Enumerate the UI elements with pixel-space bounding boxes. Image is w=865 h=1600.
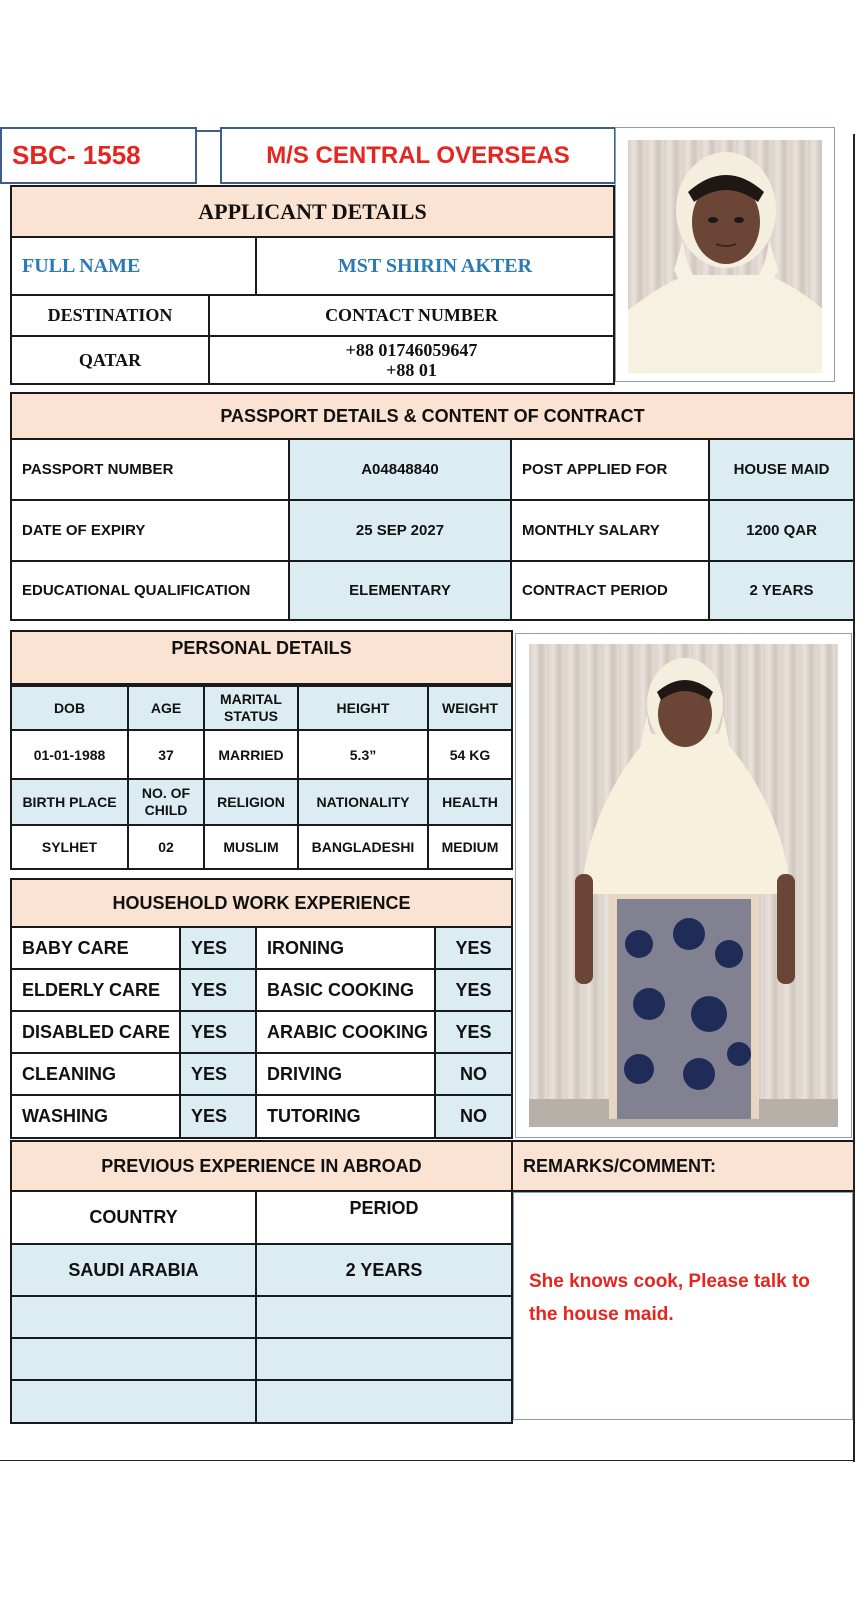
abroad-period-3	[255, 1337, 513, 1381]
full-length-figure	[529, 644, 838, 1127]
answer-tutoring: NO	[434, 1094, 513, 1139]
passport-number-value: A04848840	[288, 438, 512, 501]
contact-number-label: CONTACT NUMBER	[208, 294, 615, 337]
personal-details-title: PERSONAL DETAILS	[10, 630, 513, 685]
skill-arabic-cooking: ARABIC COOKING	[255, 1010, 436, 1054]
date-of-expiry-value: 25 SEP 2027	[288, 499, 512, 562]
skill-cleaning: CLEANING	[10, 1052, 181, 1096]
abroad-period-1: 2 YEARS	[255, 1243, 513, 1297]
skill-tutoring: TUTORING	[255, 1094, 436, 1139]
skill-elderly-care: ELDERLY CARE	[10, 968, 181, 1012]
skill-washing: WASHING	[10, 1094, 181, 1139]
remarks-line-1: She knows cook, Please talk to	[529, 1271, 810, 1292]
answer-washing: YES	[179, 1094, 257, 1139]
answer-baby-care: YES	[179, 926, 257, 970]
headshot-photo	[615, 127, 835, 382]
full-name-label: FULL NAME	[10, 236, 257, 296]
answer-ironing: YES	[434, 926, 513, 970]
health-value: MEDIUM	[427, 824, 513, 870]
abroad-country-1: SAUDI ARABIA	[10, 1243, 257, 1297]
weight-value: 54 KG	[427, 729, 513, 780]
post-applied-value: HOUSE MAID	[708, 438, 855, 501]
birth-place-header: BIRTH PLACE	[10, 778, 129, 826]
country-header: COUNTRY	[10, 1190, 257, 1245]
remarks-box	[513, 1192, 853, 1420]
abroad-period-4	[255, 1379, 513, 1424]
monthly-salary-label: MONTHLY SALARY	[510, 499, 710, 562]
full-length-photo	[515, 633, 852, 1138]
destination-value: QATAR	[10, 335, 210, 385]
abroad-country-2	[10, 1295, 257, 1339]
nationality-header: NATIONALITY	[297, 778, 429, 826]
remarks-label: REMARKS/COMMENT:	[511, 1140, 855, 1192]
religion-header: RELIGION	[203, 778, 299, 826]
destination-label: DESTINATION	[10, 294, 210, 337]
remarks-line-2: the house maid.	[529, 1304, 674, 1325]
agency-name-box: M/S CENTRAL OVERSEAS	[220, 127, 616, 184]
education-value: ELEMENTARY	[288, 560, 512, 621]
sbc-code-box: SBC- 1558	[0, 127, 197, 184]
monthly-salary-value: 1200 QAR	[708, 499, 855, 562]
no-of-child-header: NO. OF CHILD	[127, 778, 205, 826]
answer-cleaning: YES	[179, 1052, 257, 1096]
remarks-text	[529, 1265, 852, 1331]
height-header: HEIGHT	[297, 685, 429, 731]
right-frame-line	[853, 134, 855, 1462]
skill-ironing: IRONING	[255, 926, 436, 970]
nationality-value: BANGLADESHI	[297, 824, 429, 870]
contact-number-2: +88 01	[386, 360, 437, 380]
marital-status-header: MARITAL STATUS	[203, 685, 299, 731]
post-applied-label: POST APPLIED FOR	[510, 438, 710, 501]
dob-value: 01-01-1988	[10, 729, 129, 780]
abroad-experience-title: PREVIOUS EXPERIENCE IN ABROAD	[10, 1140, 513, 1192]
answer-arabic-cooking: YES	[434, 1010, 513, 1054]
birth-place-value: SYLHET	[10, 824, 129, 870]
religion-value: MUSLIM	[203, 824, 299, 870]
headshot-figure	[628, 140, 822, 373]
age-header: AGE	[127, 685, 205, 731]
header-divider	[197, 130, 221, 132]
weight-header: WEIGHT	[427, 685, 513, 731]
no-of-child-value: 02	[127, 824, 205, 870]
abroad-country-4	[10, 1379, 257, 1424]
age-value: 37	[127, 729, 205, 780]
full-name-value: MST SHIRIN AKTER	[255, 236, 615, 296]
answer-disabled-care: YES	[179, 1010, 257, 1054]
household-work-title: HOUSEHOLD WORK EXPERIENCE	[10, 878, 513, 928]
answer-basic-cooking: YES	[434, 968, 513, 1012]
answer-elderly-care: YES	[179, 968, 257, 1012]
period-header: PERIOD	[255, 1190, 513, 1245]
marital-status-value: MARRIED	[203, 729, 299, 780]
education-label: EDUCATIONAL QUALIFICATION	[10, 560, 290, 621]
passport-number-label: PASSPORT NUMBER	[10, 438, 290, 501]
skill-driving: DRIVING	[255, 1052, 436, 1096]
contract-period-value: 2 YEARS	[708, 560, 855, 621]
applicant-details-title: APPLICANT DETAILS	[10, 185, 615, 238]
dob-header: DOB	[10, 685, 129, 731]
contract-period-label: CONTRACT PERIOD	[510, 560, 710, 621]
answer-driving: NO	[434, 1052, 513, 1096]
date-of-expiry-label: DATE OF EXPIRY	[10, 499, 290, 562]
contact-number-value	[208, 335, 615, 385]
skill-disabled-care: DISABLED CARE	[10, 1010, 181, 1054]
skill-basic-cooking: BASIC COOKING	[255, 968, 436, 1012]
height-value: 5.3”	[297, 729, 429, 780]
passport-details-title: PASSPORT DETAILS & CONTENT OF CONTRACT	[10, 392, 855, 440]
abroad-period-2	[255, 1295, 513, 1339]
health-header: HEALTH	[427, 778, 513, 826]
bottom-frame-line	[0, 1460, 855, 1461]
abroad-country-3	[10, 1337, 257, 1381]
contact-number-1: +88 01746059647	[345, 340, 478, 360]
skill-baby-care: BABY CARE	[10, 926, 181, 970]
